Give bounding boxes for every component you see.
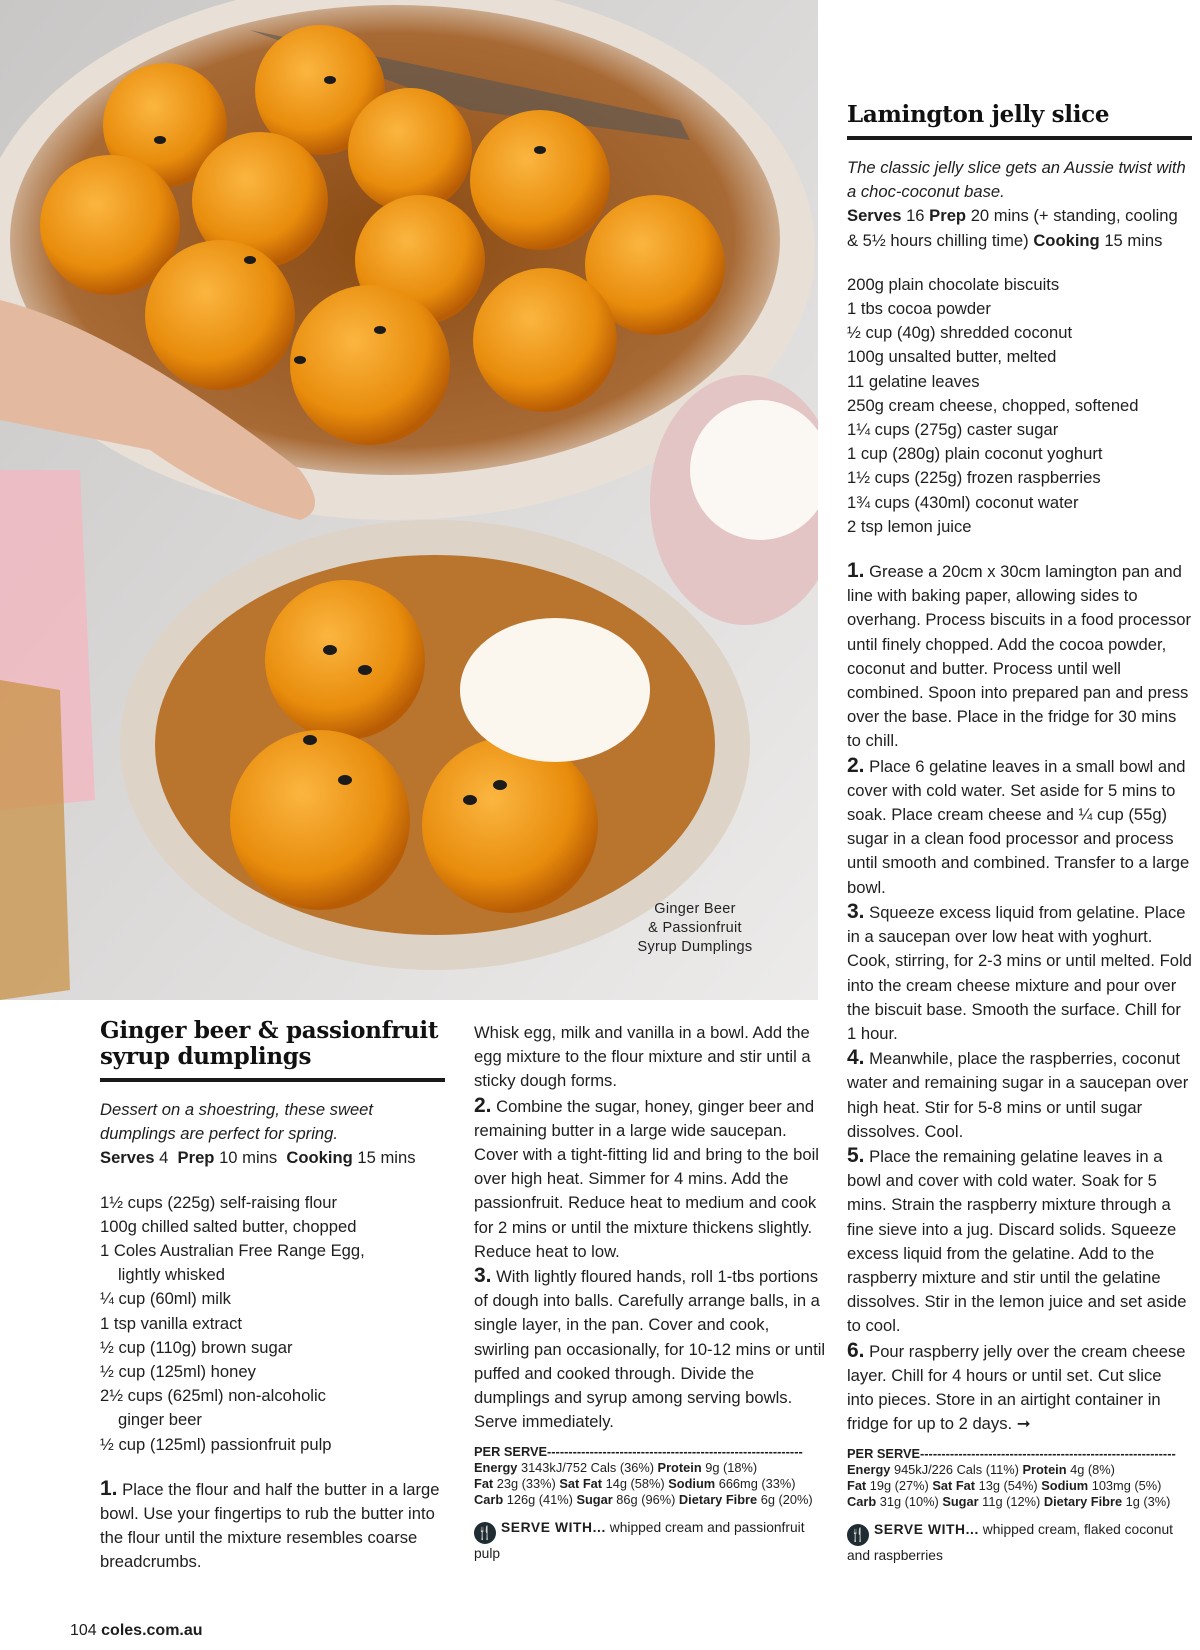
- page-footer: [70, 1622, 203, 1640]
- step-text: Place the flour and half the butter in a large bowl. Use your fingertips to rub the butter into the flour until the mixture resembles coarse breadcrumbs.: [100, 1479, 440, 1572]
- prep-label: Prep: [177, 1148, 215, 1168]
- page-number: 104: [70, 1622, 97, 1639]
- method-step: [847, 1046, 1192, 1144]
- nutrient-value: 666mg (33%): [718, 1476, 796, 1492]
- method-step: [474, 1021, 826, 1094]
- nutrition-row: [847, 1478, 1192, 1494]
- method-step: [847, 1339, 1192, 1437]
- ingredient-item: 200g plain chocolate biscuits: [847, 274, 1060, 294]
- nutrient-label: Protein: [657, 1460, 702, 1476]
- serve-with-text: whipped cream, flaked coconut and raspberries: [847, 1522, 1173, 1564]
- ingredient-item: 100g unsalted butter, melted: [847, 347, 1057, 367]
- nutrient-label: Carb: [847, 1494, 877, 1510]
- per-serve-label: PER SERVE: [474, 1444, 548, 1460]
- method-step: [847, 559, 1192, 754]
- nutrient-label: Fat: [847, 1478, 867, 1494]
- ingredient-item: ½ cup (125ml) honey: [100, 1362, 256, 1382]
- cutlery-icon: 🍴: [847, 1524, 869, 1546]
- ingredient-item: 2½ cups (625ml) non-alcoholic: [100, 1386, 326, 1406]
- step-text: With lightly floured hands, roll 1-tbs portions of dough into balls. Carefully arrange balls, in a single layer, in the pan. Cover and cook, swirling pan occasionally, for 10-12 mins or until puffed and cooked through. Divide the dumplings and syrup among serving bowls. Serve immediately.: [474, 1267, 826, 1432]
- recipe-meta: [100, 1146, 445, 1170]
- nutrient-label: Energy: [847, 1462, 891, 1478]
- per-serve-label: PER SERVE: [847, 1446, 921, 1462]
- site-link: coles.com.au: [101, 1622, 203, 1639]
- nutrient-label: Sugar: [576, 1492, 613, 1508]
- recipe-intro: Dessert on a shoestring, these sweet dumplings are perfect for spring.: [100, 1100, 374, 1144]
- caption-line: Syrup Dumplings: [637, 939, 753, 955]
- recipe-photo: [0, 0, 818, 1000]
- step-text: Whisk egg, milk and vanilla in a bowl. Add the egg mixture to the flour mixture and stir until a sticky dough forms.: [474, 1023, 811, 1091]
- nutrition-row: [474, 1492, 826, 1508]
- serve-with-label: SERVE WITH...: [501, 1520, 606, 1536]
- step-number: 3.: [847, 899, 865, 923]
- step-text: Meanwhile, place the raspberries, coconut water and remaining sugar in a saucepan over high heat. Stir for 5-8 mins or until sugar dissolves. Cool.: [847, 1049, 1189, 1141]
- nutrition-info: [847, 1446, 1192, 1510]
- nutrient-label: Sugar: [942, 1494, 979, 1510]
- prep-value: 20 mins (+ standing, cooling & 5½ hours chilling time): [847, 206, 1178, 250]
- step-text: Squeeze excess liquid from gelatine. Place in a saucepan over low heat with yoghurt. Cook, stirring, for 2-3 mins or until melted. Fold into the cream cheese mixture and pour over the biscuit base. Smooth the surface. Chill for 1 hour.: [847, 902, 1192, 1043]
- ingredient-item: 1½ cups (225g) self-raising flour: [100, 1192, 338, 1212]
- nutrient-label: Sat Fat: [559, 1476, 603, 1492]
- cutlery-icon: 🍴: [474, 1522, 496, 1544]
- step-number: 2.: [847, 753, 865, 777]
- serves-value: 4: [159, 1148, 169, 1168]
- step-number: 2.: [474, 1093, 492, 1117]
- ingredient-item: 250g cream cheese, chopped, softened: [847, 395, 1139, 415]
- ingredient-item: 1½ cups (225g) frozen raspberries: [847, 468, 1101, 488]
- step-number: 1.: [100, 1476, 118, 1500]
- step-text: Combine the sugar, honey, ginger beer and remaining butter in a large wide saucepan. Cover with a tight-fitting lid and bring to the boil over high heat. Simmer for 4 mins. Add the passionfruit. Reduce heat to medium and cook for 2 mins or until the mixture thickens slightly. Reduce heat to low.: [474, 1096, 819, 1261]
- ingredient-item: 2 tsp lemon juice: [847, 516, 972, 536]
- title-rule: [100, 1078, 445, 1082]
- nutrient-label: Sodium: [1041, 1478, 1089, 1494]
- ingredient-item-continued: ginger beer: [118, 1410, 202, 1430]
- nutrient-value: 945kJ/226 Cals (11%): [893, 1462, 1019, 1478]
- method-steps: [847, 559, 1192, 1436]
- nutrition-row: [474, 1476, 826, 1492]
- ingredient-item: 1 Coles Australian Free Range Egg,: [100, 1241, 365, 1261]
- ingredients-list: [847, 273, 1192, 539]
- serves-label: Serves: [847, 206, 902, 226]
- recipe-meta: [847, 204, 1192, 252]
- step-text: Place the remaining gelatine leaves in a bowl and cover with cold water. Soak for 5 mins. Strain the raspberry mixture through a fine sieve into a jug. Discard solids. Squeeze excess liquid from the gelatine. Add to the raspberry mixture and stir until the gelatine dissolves. Stir in the lemon juice and set aside to cool.: [847, 1146, 1187, 1336]
- serves-label: Serves: [100, 1148, 155, 1168]
- nutrient-value: 14g (58%): [605, 1476, 665, 1492]
- nutrient-value: 103mg (5%): [1091, 1478, 1162, 1494]
- step-number: 1.: [847, 559, 865, 583]
- recipe-lamington: [847, 102, 1192, 1565]
- nutrient-value: 19g (27%): [869, 1478, 929, 1494]
- ingredient-item: 1¾ cups (430ml) coconut water: [847, 492, 1079, 512]
- caption-line: Ginger Beer: [654, 901, 736, 917]
- method-step: [847, 900, 1192, 1046]
- per-serve-heading: PER SERVE------------------------------------------------------------: [474, 1444, 803, 1460]
- nutrient-label: Sat Fat: [932, 1478, 976, 1494]
- method-step: [474, 1094, 826, 1264]
- nutrition-row: [847, 1494, 1192, 1510]
- nutrient-label: Dietary Fibre: [1043, 1494, 1123, 1510]
- nutrient-label: Protein: [1022, 1462, 1067, 1478]
- step-number: 4.: [847, 1046, 865, 1070]
- nutrient-label: Sodium: [668, 1476, 716, 1492]
- step-text: Grease a 20cm x 30cm lamington pan and line with baking paper, allowing sides to overhang. Process biscuits in a food processor until finely chopped. Add the cocoa powder, coconut and butter. Process until well combined. Spoon into prepared pan and press over the base. Place in the fridge for 30 mins to chill.: [847, 562, 1192, 751]
- title-rule: [847, 136, 1192, 140]
- ingredient-item: ¼ cup (60ml) milk: [100, 1289, 231, 1309]
- dumplings-photo-illustration: [0, 0, 818, 1000]
- method-step: [847, 1144, 1192, 1339]
- nutrient-label: Carb: [474, 1492, 504, 1508]
- method-steps: [100, 1477, 445, 1575]
- method-step: [474, 1264, 826, 1434]
- nutrient-value: 3143kJ/752 Cals (36%): [520, 1460, 654, 1476]
- ingredient-item: ½ cup (110g) brown sugar: [100, 1337, 293, 1357]
- cooking-value: 15 mins: [1104, 230, 1163, 250]
- ingredient-item-continued: lightly whisked: [118, 1265, 225, 1285]
- ingredient-item: 1 tsp vanilla extract: [100, 1313, 243, 1333]
- step-text: Place 6 gelatine leaves in a small bowl and cover with cold water. Set aside for 5 mins to soak. Place cream cheese and ¼ cup (55g) sugar in a clean food processor and process until smooth and combined. Transfer to a large bowl.: [847, 756, 1190, 897]
- recipe-dumplings: [100, 1018, 445, 1575]
- nutrient-value: 13g (54%): [978, 1478, 1038, 1494]
- step-text: Pour raspberry jelly over the cream cheese layer. Chill for 4 hours or until set. Cut slice into pieces. Store in an airtight container in fridge for up to 2 days. ➞: [847, 1341, 1186, 1434]
- nutrient-value: 31g (10%): [879, 1494, 939, 1510]
- photo-caption: [610, 900, 780, 957]
- ingredient-item: ½ cup (125ml) passionfruit pulp: [100, 1434, 332, 1454]
- cooking-label: Cooking: [286, 1148, 353, 1168]
- method-step: [847, 754, 1192, 900]
- recipe-intro: The classic jelly slice gets an Aussie twist with a choc-coconut base.: [847, 158, 1186, 202]
- ingredient-item: ½ cup (40g) shredded coconut: [847, 323, 1073, 343]
- ingredient-item: 1 tbs cocoa powder: [847, 299, 991, 319]
- nutrient-label: Fat: [474, 1476, 494, 1492]
- method-steps: [474, 1021, 826, 1434]
- serve-with: [474, 1518, 826, 1563]
- prep-label: Prep: [929, 206, 967, 226]
- ingredient-item: 11 gelatine leaves: [847, 371, 980, 391]
- recipe-title: Ginger beer & passionfruit syrup dumplings: [100, 1017, 439, 1070]
- nutrient-value: 4g (8%): [1070, 1462, 1115, 1478]
- recipe-dumplings-continued: [474, 1021, 826, 1563]
- nutrient-value: 9g (18%): [705, 1460, 758, 1476]
- step-number: 5.: [847, 1143, 865, 1167]
- ingredients-list: [100, 1191, 445, 1457]
- nutrient-label: Dietary Fibre: [678, 1492, 758, 1508]
- nutrition-info: [474, 1444, 826, 1508]
- step-number: 3.: [474, 1264, 492, 1288]
- cooking-value: 15 mins: [357, 1148, 416, 1168]
- serve-with-label: SERVE WITH...: [874, 1522, 979, 1538]
- nutrient-value: 6g (20%): [760, 1492, 813, 1508]
- nutrient-value: 1g (3%): [1125, 1494, 1171, 1510]
- nutrient-value: 11g (12%): [982, 1494, 1041, 1510]
- serves-value: 16: [906, 206, 925, 226]
- nutrition-row: [474, 1460, 826, 1476]
- nutrient-value: 126g (41%): [506, 1492, 573, 1508]
- nutrition-row: [847, 1462, 1192, 1478]
- serve-with: [847, 1520, 1192, 1565]
- per-serve-heading: PER SERVE------------------------------------------------------------: [847, 1446, 1176, 1462]
- cooking-label: Cooking: [1033, 230, 1100, 250]
- ingredient-item: 1 cup (280g) plain coconut yoghurt: [847, 444, 1103, 464]
- recipe-title: Lamington jelly slice: [847, 101, 1110, 128]
- method-step: [100, 1477, 445, 1575]
- nutrient-label: Energy: [474, 1460, 518, 1476]
- serve-with-text: whipped cream and passionfruit pulp: [474, 1520, 805, 1562]
- step-number: 6.: [847, 1338, 865, 1362]
- caption-line: & Passionfruit: [648, 920, 742, 936]
- prep-value: 10 mins: [219, 1148, 278, 1168]
- ingredient-item: 1¼ cups (275g) caster sugar: [847, 420, 1059, 440]
- nutrient-value: 86g (96%): [616, 1492, 676, 1508]
- ingredient-item: 100g chilled salted butter, chopped: [100, 1216, 357, 1236]
- nutrient-value: 23g (33%): [496, 1476, 556, 1492]
